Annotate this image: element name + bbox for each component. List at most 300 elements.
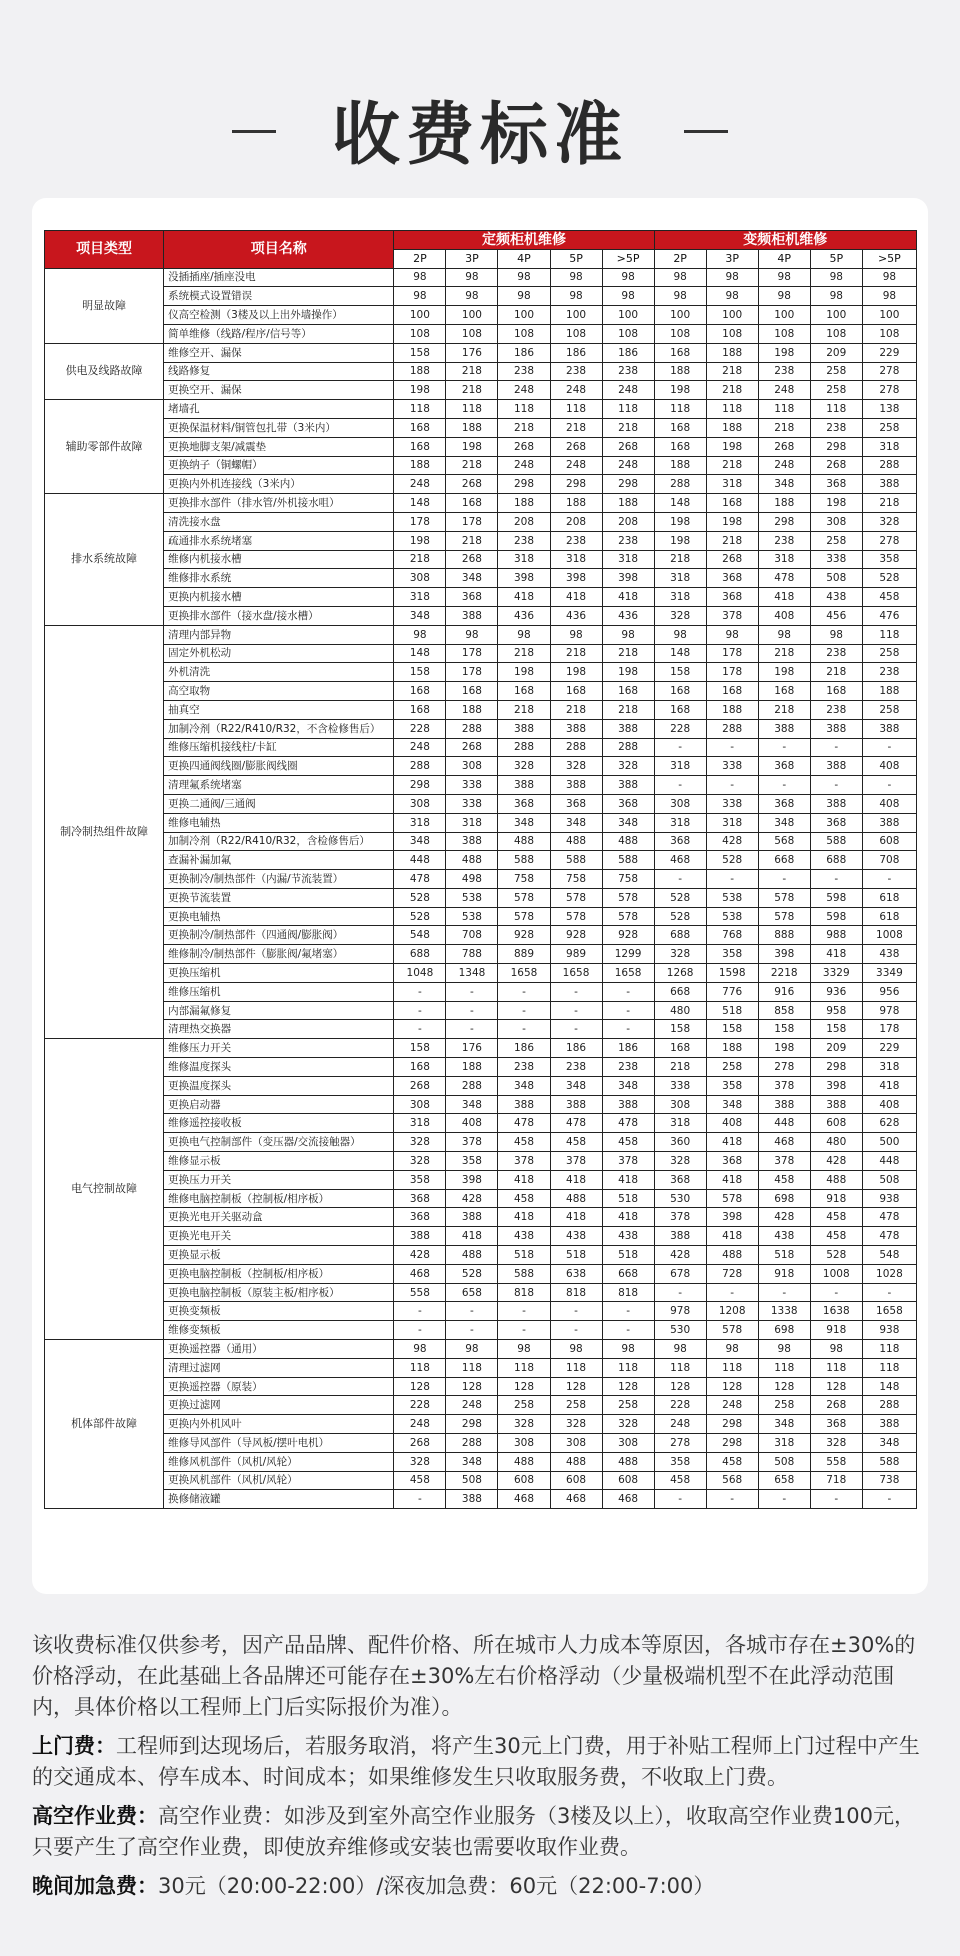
price-cell: 448 [758,1114,810,1133]
price-cell: 518 [498,1246,550,1265]
price-cell: 528 [394,907,446,926]
price-cell: 98 [446,287,498,306]
price-cell: 688 [654,926,706,945]
price-cell: 476 [862,606,916,625]
table-row [45,1434,917,1453]
price-cell: - [862,1490,916,1509]
price-cell: 318 [654,813,706,832]
price-cell: 388 [810,757,862,776]
price-cell: 468 [602,1490,654,1509]
table-row [45,700,917,719]
price-cell: 348 [862,1434,916,1453]
price-cell: 298 [550,475,602,494]
price-cell: 98 [706,287,758,306]
price-cell: 428 [394,1246,446,1265]
note-night-fee [32,1871,932,1902]
price-cell: 988 [810,926,862,945]
price-cell: 588 [498,1264,550,1283]
item-name-cell: 更换电脑控制板（原装主板/相序板） [164,1283,394,1302]
price-cell: 178 [446,512,498,531]
price-cell: 776 [706,982,758,1001]
price-cell: 258 [602,1396,654,1415]
price-cell: 288 [706,719,758,738]
price-cell: 188 [706,418,758,437]
price-cell: 188 [654,362,706,381]
table-row [45,531,917,550]
price-cell: 178 [446,663,498,682]
price-cell: 508 [758,1452,810,1471]
item-name-cell: 外机清洗 [164,663,394,682]
price-cell: 318 [654,588,706,607]
price-cell: 168 [446,494,498,513]
category-cell: 供电及线路故障 [45,343,164,399]
price-cell: 528 [706,851,758,870]
price-cell: 98 [446,268,498,287]
item-name-cell: 维修压缩机 [164,982,394,1001]
item-name-cell: 维修制冷/制热部件（膨胀阀/氟堵塞） [164,945,394,964]
size-header: 2P [394,249,446,268]
price-cell: 168 [810,682,862,701]
price-cell: 318 [862,437,916,456]
price-cell: 338 [810,550,862,569]
price-cell: 418 [602,1208,654,1227]
price-cell: 318 [706,475,758,494]
price-cell: 388 [394,1227,446,1246]
price-cell: 388 [446,1208,498,1227]
table-row [45,1189,917,1208]
price-cell: 418 [498,588,550,607]
price-cell: - [758,1490,810,1509]
price-cell: 98 [550,625,602,644]
price-cell: 818 [602,1283,654,1302]
price-cell: 128 [654,1377,706,1396]
price-cell: 98 [654,268,706,287]
table-row [45,437,917,456]
price-cell: 168 [602,682,654,701]
price-cell: 198 [394,381,446,400]
price-cell: - [602,1001,654,1020]
item-name-cell: 更换显示板 [164,1246,394,1265]
price-cell: 678 [654,1264,706,1283]
header-type: 项目类型 [45,231,164,269]
price-cell: 608 [810,1114,862,1133]
item-name-cell: 更换过滤网 [164,1396,394,1415]
price-cell: 328 [498,1415,550,1434]
price-cell: 398 [758,945,810,964]
price-cell: 209 [810,1039,862,1058]
price-cell: 456 [810,606,862,625]
note-visit-fee-label: 上门费： [32,1734,116,1758]
price-cell: 248 [394,1415,446,1434]
price-cell: 548 [862,1246,916,1265]
price-cell: 478 [550,1114,602,1133]
price-cell: 1208 [706,1302,758,1321]
item-name-cell: 更换温度探头 [164,1076,394,1095]
price-cell: 228 [394,719,446,738]
price-cell: 128 [446,1377,498,1396]
price-cell: 100 [498,306,550,325]
price-cell: 388 [862,719,916,738]
price-cell: 298 [810,1058,862,1077]
price-cell: - [654,776,706,795]
price-cell: 388 [810,794,862,813]
price-cell: 98 [758,1340,810,1359]
price-cell: 388 [602,719,654,738]
table-row [45,625,917,644]
price-cell: 578 [602,888,654,907]
item-name-cell: 查漏补漏加氟 [164,851,394,870]
category-cell: 电气控制故障 [45,1039,164,1340]
price-cell: 530 [654,1189,706,1208]
price-cell: - [394,1001,446,1020]
price-cell: 708 [862,851,916,870]
price-cell: 388 [602,776,654,795]
price-cell: 158 [394,663,446,682]
table-row [45,1264,917,1283]
item-name-cell: 更换遥控器（通用） [164,1340,394,1359]
price-cell: 688 [810,851,862,870]
item-name-cell: 更换电脑控制板（控制板/相序板） [164,1264,394,1283]
price-cell: 218 [550,644,602,663]
size-header: >5P [862,249,916,268]
price-cell: 418 [602,1170,654,1189]
table-row [45,1152,917,1171]
price-cell: - [862,738,916,757]
table-row [45,1208,917,1227]
price-cell: 408 [706,1114,758,1133]
price-cell: 100 [602,306,654,325]
price-cell: 518 [550,1246,602,1265]
price-cell: 248 [498,381,550,400]
price-cell: 198 [758,1039,810,1058]
price-cell: - [550,1020,602,1039]
price-cell: 298 [706,1415,758,1434]
table-row [45,1114,917,1133]
price-cell: 158 [758,1020,810,1039]
price-cell: 418 [446,1227,498,1246]
table-row [45,1133,917,1152]
price-cell: 100 [758,306,810,325]
header-name: 项目名称 [164,231,394,269]
price-cell: 488 [810,1170,862,1189]
price-cell: 956 [862,982,916,1001]
item-name-cell: 维修温度探头 [164,1058,394,1077]
price-cell: 238 [758,531,810,550]
price-cell: 238 [810,418,862,437]
price-cell: 480 [654,1001,706,1020]
price-cell: 428 [810,1152,862,1171]
price-cell: 198 [394,531,446,550]
price-cell: - [602,1020,654,1039]
price-cell: 458 [654,1471,706,1490]
price-cell: 248 [706,1396,758,1415]
table-row [45,324,917,343]
price-cell: 1008 [810,1264,862,1283]
item-name-cell: 换修储液罐 [164,1490,394,1509]
price-cell: 388 [810,1095,862,1114]
price-cell: 388 [498,719,550,738]
price-cell: 758 [602,870,654,889]
price-cell: 368 [498,794,550,813]
price-cell: 98 [706,268,758,287]
price-cell: 318 [758,1434,810,1453]
price-cell: 936 [810,982,862,1001]
price-cell: 168 [654,343,706,362]
price-cell: 258 [706,1058,758,1077]
price-cell: 158 [810,1020,862,1039]
table-row [45,343,917,362]
note-height-fee [32,1801,932,1863]
price-cell: 358 [706,1076,758,1095]
price-cell: 258 [758,1396,810,1415]
price-cell: 478 [758,569,810,588]
price-cell: - [498,1020,550,1039]
price-cell: 118 [446,1358,498,1377]
price-cell: 378 [446,1133,498,1152]
price-cell: 176 [446,1039,498,1058]
price-cell: 218 [758,644,810,663]
price-cell: 348 [394,832,446,851]
price-cell: 818 [498,1283,550,1302]
size-header: 4P [498,249,550,268]
price-cell: 148 [394,494,446,513]
price-cell: 218 [706,381,758,400]
size-header: 3P [446,249,498,268]
table-row [45,682,917,701]
price-cell: 238 [550,362,602,381]
price-cell: 148 [654,494,706,513]
price-cell: 208 [498,512,550,531]
price-cell: - [602,1321,654,1340]
table-row [45,1058,917,1077]
price-cell: - [706,1283,758,1302]
price-cell: 518 [758,1246,810,1265]
price-cell: 858 [758,1001,810,1020]
price-cell: 168 [394,418,446,437]
price-cell: 258 [862,700,916,719]
price-cell: 388 [446,606,498,625]
price-cell: - [498,1001,550,1020]
price-cell: 98 [498,268,550,287]
price-cell: 100 [810,306,862,325]
price-cell: 198 [706,512,758,531]
price-cell: 3329 [810,964,862,983]
price-cell: 458 [498,1133,550,1152]
price-cell: - [550,1321,602,1340]
item-name-cell: 更换保温材料/铜管包扎带（3米内） [164,418,394,437]
price-cell: - [446,1001,498,1020]
price-cell: 98 [394,268,446,287]
price-cell: 588 [498,851,550,870]
note-night-fee-label: 晚间加急费： [32,1874,158,1898]
price-cell: 218 [706,362,758,381]
price-cell: 488 [602,832,654,851]
price-cell: 368 [394,1189,446,1208]
price-cell: 588 [810,832,862,851]
price-cell: 148 [862,1377,916,1396]
price-cell: 98 [498,625,550,644]
price-cell: 238 [862,663,916,682]
price-cell: - [446,1020,498,1039]
item-name-cell: 仪高空检测（3楼及以上出外墙操作） [164,306,394,325]
price-cell: 418 [498,1170,550,1189]
price-cell: - [394,1302,446,1321]
price-cell: 578 [550,907,602,926]
item-name-cell: 更换遥控器（原装） [164,1377,394,1396]
item-name-cell: 抽真空 [164,700,394,719]
price-cell: 338 [446,776,498,795]
price-cell: 118 [706,1358,758,1377]
price-cell: 368 [706,569,758,588]
price-cell: 328 [394,1133,446,1152]
table-row [45,1302,917,1321]
price-cell: 378 [758,1076,810,1095]
item-name-cell: 维修风机部件（风机/风轮） [164,1452,394,1471]
price-cell: 258 [862,418,916,437]
price-cell: 168 [654,682,706,701]
price-cell: 308 [602,1434,654,1453]
size-header: 3P [706,249,758,268]
price-cell: 668 [758,851,810,870]
price-cell: 638 [550,1264,602,1283]
price-cell: 2218 [758,964,810,983]
price-cell: 288 [394,757,446,776]
price-cell: - [706,1490,758,1509]
price-cell: 318 [602,550,654,569]
price-cell: 268 [602,437,654,456]
price-cell: 578 [706,1321,758,1340]
price-cell: 1028 [862,1264,916,1283]
price-cell: 398 [550,569,602,588]
price-cell: 178 [706,663,758,682]
price-cell: 928 [550,926,602,945]
header-fixed-freq: 定频柜机维修 [394,231,654,250]
price-cell: 378 [498,1152,550,1171]
price-cell: 318 [446,813,498,832]
price-cell: 488 [550,1452,602,1471]
price-cell: 348 [550,1076,602,1095]
category-cell: 制冷制热组件故障 [45,625,164,1039]
size-header: 4P [758,249,810,268]
price-cell: 248 [550,381,602,400]
price-cell: 468 [498,1490,550,1509]
price-cell: 438 [758,1227,810,1246]
price-cell: 218 [498,700,550,719]
price-cell: 788 [446,945,498,964]
item-name-cell: 清理内部异物 [164,625,394,644]
price-cell: 98 [498,1340,550,1359]
price-cell: 188 [446,700,498,719]
price-cell: 528 [654,888,706,907]
price-cell: 188 [446,1058,498,1077]
price-cell: 148 [654,644,706,663]
table-row [45,1490,917,1509]
item-name-cell: 更换光电开关 [164,1227,394,1246]
price-cell: - [810,1490,862,1509]
price-cell: 238 [498,531,550,550]
price-cell: 468 [550,1490,602,1509]
price-cell: 388 [550,776,602,795]
price-cell: 118 [654,1358,706,1377]
price-cell: 118 [758,400,810,419]
price-cell: 358 [862,550,916,569]
price-cell: 388 [862,1415,916,1434]
price-cell: 338 [654,1076,706,1095]
price-cell: 578 [550,888,602,907]
price-cell: 308 [550,1434,602,1453]
price-cell: 328 [810,1434,862,1453]
table-row [45,1452,917,1471]
price-cell: 108 [810,324,862,343]
price-cell: 238 [758,362,810,381]
price-cell: - [862,1283,916,1302]
price-cell: 118 [602,400,654,419]
price-cell: 388 [446,832,498,851]
price-cell: 118 [810,1358,862,1377]
price-cell: 548 [394,926,446,945]
price-cell: 218 [498,644,550,663]
price-cell: 108 [758,324,810,343]
price-cell: 428 [446,1189,498,1208]
price-cell: 218 [498,418,550,437]
item-name-cell: 更换节流装置 [164,888,394,907]
price-cell: 178 [394,512,446,531]
price-cell: 478 [862,1227,916,1246]
category-cell: 辅助零部件故障 [45,400,164,494]
price-cell: 318 [654,569,706,588]
price-cell: 128 [550,1377,602,1396]
price-cell: 168 [394,437,446,456]
price-cell: 338 [706,757,758,776]
price-cell: - [706,776,758,795]
price-cell: 138 [862,400,916,419]
price-cell: 278 [862,362,916,381]
item-name-cell: 维修内机接水槽 [164,550,394,569]
price-cell: 528 [810,1246,862,1265]
price-cell: 158 [394,1039,446,1058]
price-cell: 348 [446,1095,498,1114]
price-cell: - [602,982,654,1001]
price-cell: - [394,1490,446,1509]
price-cell: 308 [654,794,706,813]
table-row [45,813,917,832]
price-cell: 518 [602,1189,654,1208]
price-cell: 398 [706,1208,758,1227]
price-cell: 298 [810,437,862,456]
item-name-cell: 固定外机松动 [164,644,394,663]
price-cell: 218 [446,531,498,550]
item-name-cell: 清理热交换器 [164,1020,394,1039]
price-cell: 188 [706,700,758,719]
price-cell: 358 [706,945,758,964]
price-cell: 338 [446,794,498,813]
price-cell: 318 [394,1114,446,1133]
price-cell: 308 [394,794,446,813]
price-cell: 488 [498,832,550,851]
table-row [45,1283,917,1302]
item-name-cell: 加制冷剂（R22/R410/R32，含检修售后） [164,832,394,851]
item-name-cell: 更换制冷/制热部件（四通阀/膨胀阀） [164,926,394,945]
price-cell: 418 [706,1133,758,1152]
price-cell: 186 [602,1039,654,1058]
price-cell: 318 [550,550,602,569]
price-cell: 198 [654,512,706,531]
price-cell: 418 [810,945,862,964]
price-cell: 368 [810,813,862,832]
item-name-cell: 更换启动器 [164,1095,394,1114]
price-cell: 188 [394,456,446,475]
price-cell: 368 [550,794,602,813]
